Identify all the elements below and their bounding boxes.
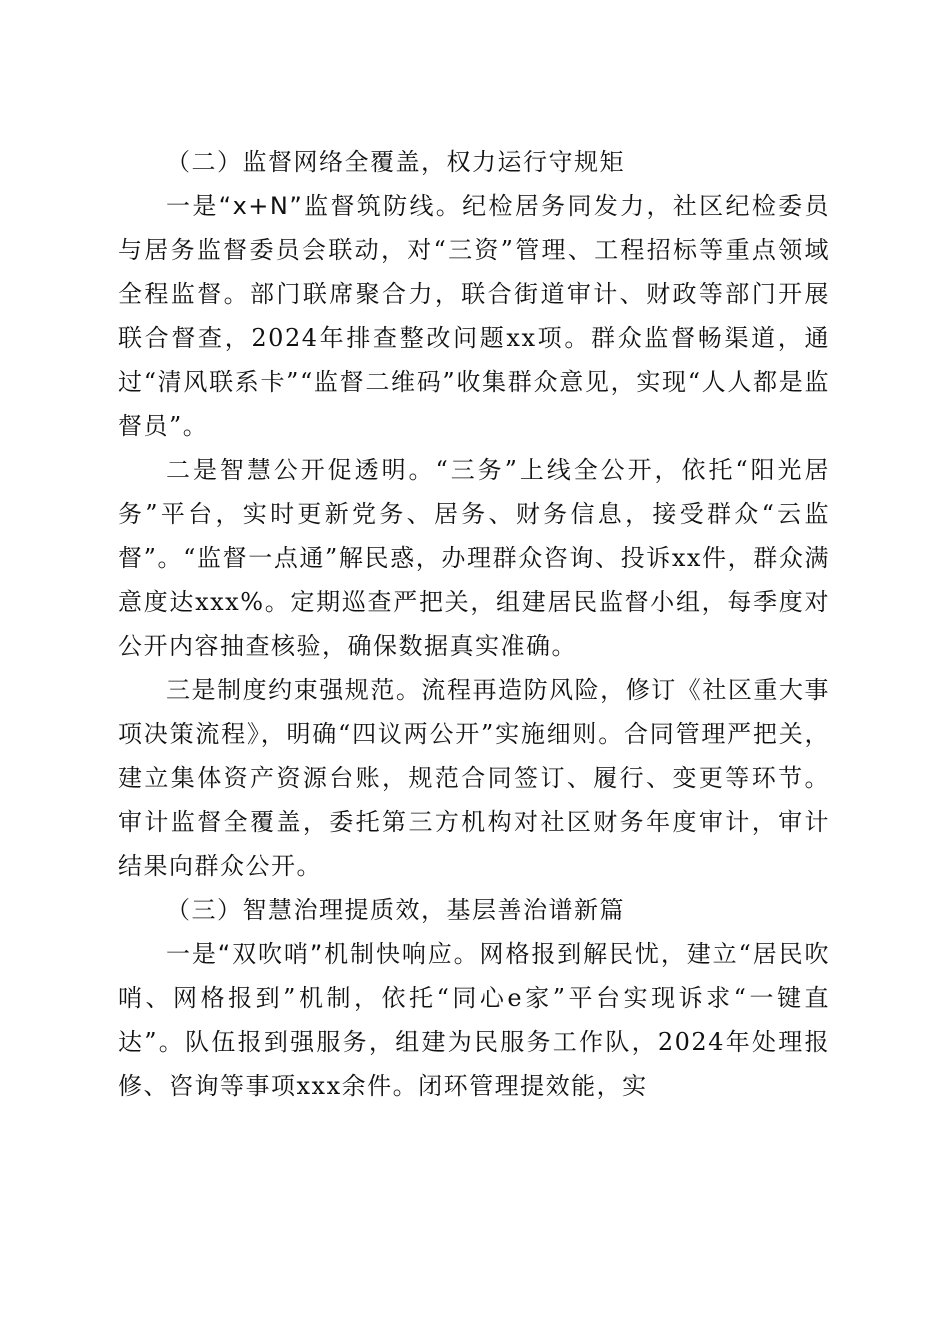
paragraph-smart-disclosure [118, 448, 830, 668]
section-heading-3: （三）智慧治理提质效，基层善治谱新篇 [166, 896, 625, 924]
section-heading-2: （二）监督网络全覆盖，权力运行守规矩 [166, 148, 625, 176]
paragraph-institutional-constraint [118, 668, 830, 888]
paragraph-lead: 一是“x+N”监督筑防线。 [166, 192, 463, 220]
paragraph-supervision-network [118, 184, 830, 448]
paragraph-lead: 三是制度约束强规范。 [166, 676, 422, 704]
paragraph-body: 流程再造防风险，修订《社区重大事项决策流程》，明确“四议两公开”实施细则。合同管理严把关，建立集体资产资源台账，规范合同签订、履行、变更等环节。审计监督全覆盖，委托第三方机构对社区财务年度审计，审计结果向群众公开。 [118, 676, 831, 880]
document-page [118, 140, 830, 1108]
paragraph-body: 网格报到解民忧，建立“居民吹哨、网格报到”机制，依托“同心e家”平台实现诉求“一键直达”。队伍报到强服务，组建为民服务工作队，2024年处理报修、咨询等事项xxx余件。闭环管理提效能，实 [118, 940, 830, 1100]
paragraph-lead: 一是“双吹哨”机制快响应。 [166, 940, 480, 968]
paragraph-lead: 二是智慧公开促透明。 [166, 456, 436, 484]
paragraph-body: 纪检居务同发力，社区纪检委员与居务监督委员会联动，对“三资”管理、工程招标等重点领域全程监督。部门联席聚合力，联合街道审计、财政等部门开展联合督查，2024年排查整改问题xx项。群众监督畅渠道，通过“清风联系卡”“监督二维码”收集群众意见，实现“人人都是监督员”。 [118, 192, 831, 440]
paragraph-double-whistle [118, 932, 830, 1108]
paragraph-body: “三务”上线全公开，依托“阳光居务”平台，实时更新党务、居务、财务信息，接受群众“云监督”。“监督一点通”解民惑，办理群众咨询、投诉xx件，群众满意度达xxx%。定期巡查严把关，组建居民监督小组，每季度对公开内容抽查核验，确保数据真实准确。 [118, 456, 831, 660]
